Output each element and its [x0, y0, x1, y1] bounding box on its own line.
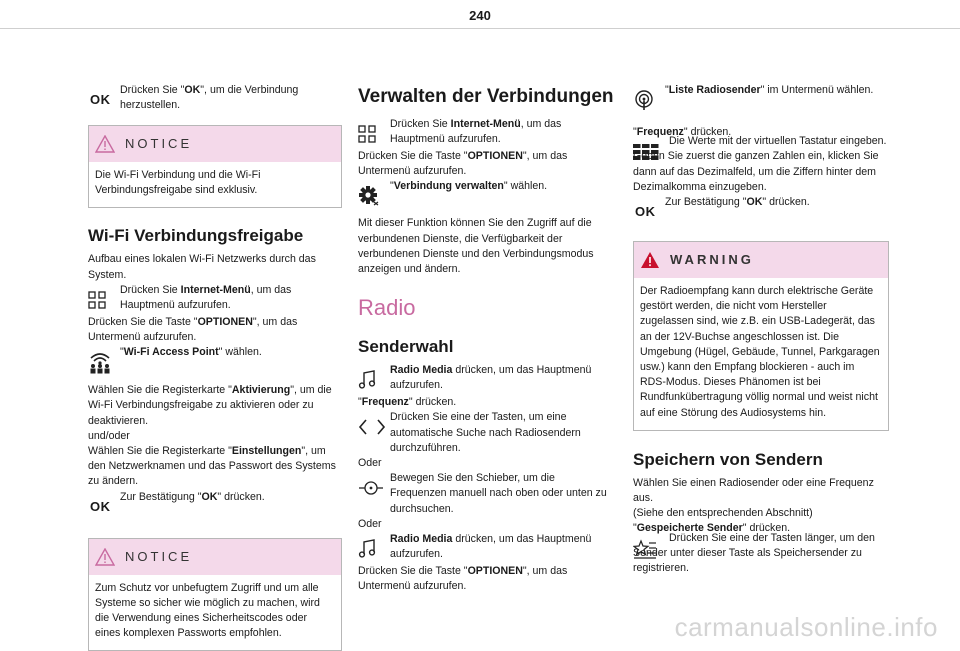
- step-manage-connection: "Verbindung verwalten" wählen.: [358, 179, 614, 211]
- step-slider: Bewegen Sie den Schieber, um die Frequenzen manuell nach oben oder unten zu durchsuchen.: [358, 471, 614, 517]
- slider-target-icon: [358, 478, 384, 498]
- para-select: Wählen Sie einen Radiosender oder eine Frequenz aus.: [633, 476, 874, 505]
- grid-menu-icon: [88, 291, 106, 309]
- column-2: [358, 83, 614, 594]
- section-radio: Radio: [358, 295, 416, 321]
- chevron-left-right-icon: [358, 418, 386, 436]
- column-3: [633, 83, 889, 576]
- heading-station-select: Senderwahl: [358, 337, 454, 357]
- notice-title: NOTICE: [125, 549, 193, 565]
- step-saved-stations: "Gespeicherte Sender" drücken.: [633, 522, 791, 535]
- wifi-hotspot-icon: [88, 350, 112, 374]
- warning-title: WARNING: [670, 252, 754, 268]
- para-see-section: (Siehe den entsprechenden Abschnitt): [633, 507, 813, 520]
- notice-header: [89, 126, 341, 162]
- step-arrows: Drücken Sie eine der Tasten, um eine automatische Suche nach Radiosendern durchzuführen.: [358, 410, 614, 456]
- oder-1: Oder: [358, 457, 382, 470]
- warning-triangle-icon: [640, 251, 660, 269]
- warning-header: [634, 242, 888, 278]
- step-ok-confirm: OK Zur Bestätigung "OK" drücken.: [635, 196, 810, 220]
- notice-box-security: [88, 538, 342, 651]
- notice-title: NOTICE: [125, 136, 193, 152]
- step-radio-media-2: Radio Media drücken, um das Hauptmenü aufzurufen.: [358, 532, 614, 564]
- step-station-list: "Liste Radiosender" im Untermenü wählen.: [633, 83, 889, 115]
- step-wifi-access-point: "Wi-Fi Access Point" wählen.: [88, 345, 342, 377]
- page-number: 240: [469, 8, 491, 23]
- ok-icon: OK: [90, 92, 111, 108]
- music-note-icon: [358, 539, 376, 559]
- oder-2: Oder: [358, 517, 382, 530]
- notice-header: [89, 539, 341, 575]
- step-ok-confirm: OK Zur Bestätigung "OK" drücken.: [90, 490, 265, 515]
- column-1: [88, 83, 342, 651]
- para-function: Mit dieser Funktion können Sie den Zugriff auf die verbundenen Dienste, die Verfügbarkeit der verbundenen Dienste und den Verbindungsmodus anzeigen und ändern.: [358, 217, 594, 276]
- para-tabs: Wählen Sie die Registerkarte "Aktivierung", um die Wi-Fi Verbindungsfreigabe zu aktivieren oder zu deaktivieren. und/oder Wählen Sie die Registerkarte "Einstellungen", um den Netzwerknamen und das Passwort des Systems zu ändern.: [88, 384, 336, 488]
- notice-box-exclusive: [88, 125, 342, 208]
- ok-icon: OK: [635, 204, 656, 220]
- warning-triangle-icon: [95, 548, 115, 566]
- ok-intro-text: Drücken Sie "OK", um die Verbindung herzustellen.: [120, 84, 299, 112]
- step-frequency: "Frequenz" drücken.: [358, 396, 457, 409]
- warning-body: Der Radioempfang kann durch elektrische Geräte gestört werden, die nicht vom Hersteller zugelassen sind, wie z.B. ein USB-Ladegerät, das an der 12V-Buchse angeschlossen ist. Die Umgebung (Hügel, Gebäude, Tunnel, Parkgaragen usw.) kann den Empfang blockieren - auch im RDS-Modus. Dieses Phänomen ist bei Rundfunkübertragung völlig normal und weist nicht auf eine Störung des Audiosystems hin.: [640, 285, 880, 419]
- ok-intro-step: [88, 83, 342, 115]
- top-rule: [0, 28, 960, 29]
- warning-triangle-icon: [95, 135, 115, 153]
- heading-save-stations: Speichern von Sendern: [633, 449, 823, 469]
- notice-body: Die Wi-Fi Verbindung und die Wi-Fi Verbindungsfreigabe sind exklusiv.: [95, 169, 261, 197]
- ok-icon: OK: [90, 499, 111, 515]
- wifi-intro: Aufbau eines lokalen Wi-Fi Netzwerks durch das System.: [88, 253, 316, 281]
- radio-broadcast-icon: [633, 89, 655, 111]
- step-radio-media: Radio Media drücken, um das Hauptmenü aufzurufen.: [358, 363, 614, 395]
- step-options: Drücken Sie die Taste "OPTIONEN", um das Untermenü aufzurufen.: [358, 150, 568, 178]
- step-options-2: Drücken Sie die Taste "OPTIONEN", um das Untermenü aufzurufen.: [358, 565, 568, 593]
- step-internet-menu: Drücken Sie Internet-Menü, um das Hauptmenü aufzurufen.: [358, 117, 614, 149]
- music-note-icon: [358, 370, 376, 390]
- watermark-text: carmanualsonline.info: [674, 612, 938, 642]
- warning-box: [633, 241, 889, 431]
- step-internet-menu: Drücken Sie Internet-Menü, um das Hauptmenü aufzurufen.: [88, 283, 342, 315]
- heading-manage-connections: Verwalten der Verbindungen: [358, 86, 614, 107]
- gear-icon: [358, 185, 380, 207]
- grid-menu-icon: [358, 125, 376, 143]
- notice-body: Zum Schutz vor unbefugtem Zugriff und um alle Systeme so sicher wie möglich zu machen, wird die Verwendung eines Sicherheitscodes oder eines komplexen Passworts empfohlen.: [95, 581, 320, 640]
- hold-key-text: Drücken Sie eine der Tasten länger, um den Sender unter dieser Taste als Speichersender zu registrieren.: [633, 531, 875, 575]
- keypad-text: Die Werte mit der virtuellen Tastatur eingeben. Geben Sie zuerst die ganzen Zahlen ein, klicken Sie dann auf das Dezimalfeld, um die Ziffern hinter dem Dezimalkomma einzugeben.: [633, 135, 887, 193]
- heading-wifi-sharing: Wi-Fi Verbindungsfreigabe: [88, 226, 304, 246]
- step-options: Drücken Sie die Taste "OPTIONEN", um das Untermenü aufzurufen.: [88, 315, 298, 344]
- step-frequency: "Frequenz" drücken.: [633, 126, 732, 138]
